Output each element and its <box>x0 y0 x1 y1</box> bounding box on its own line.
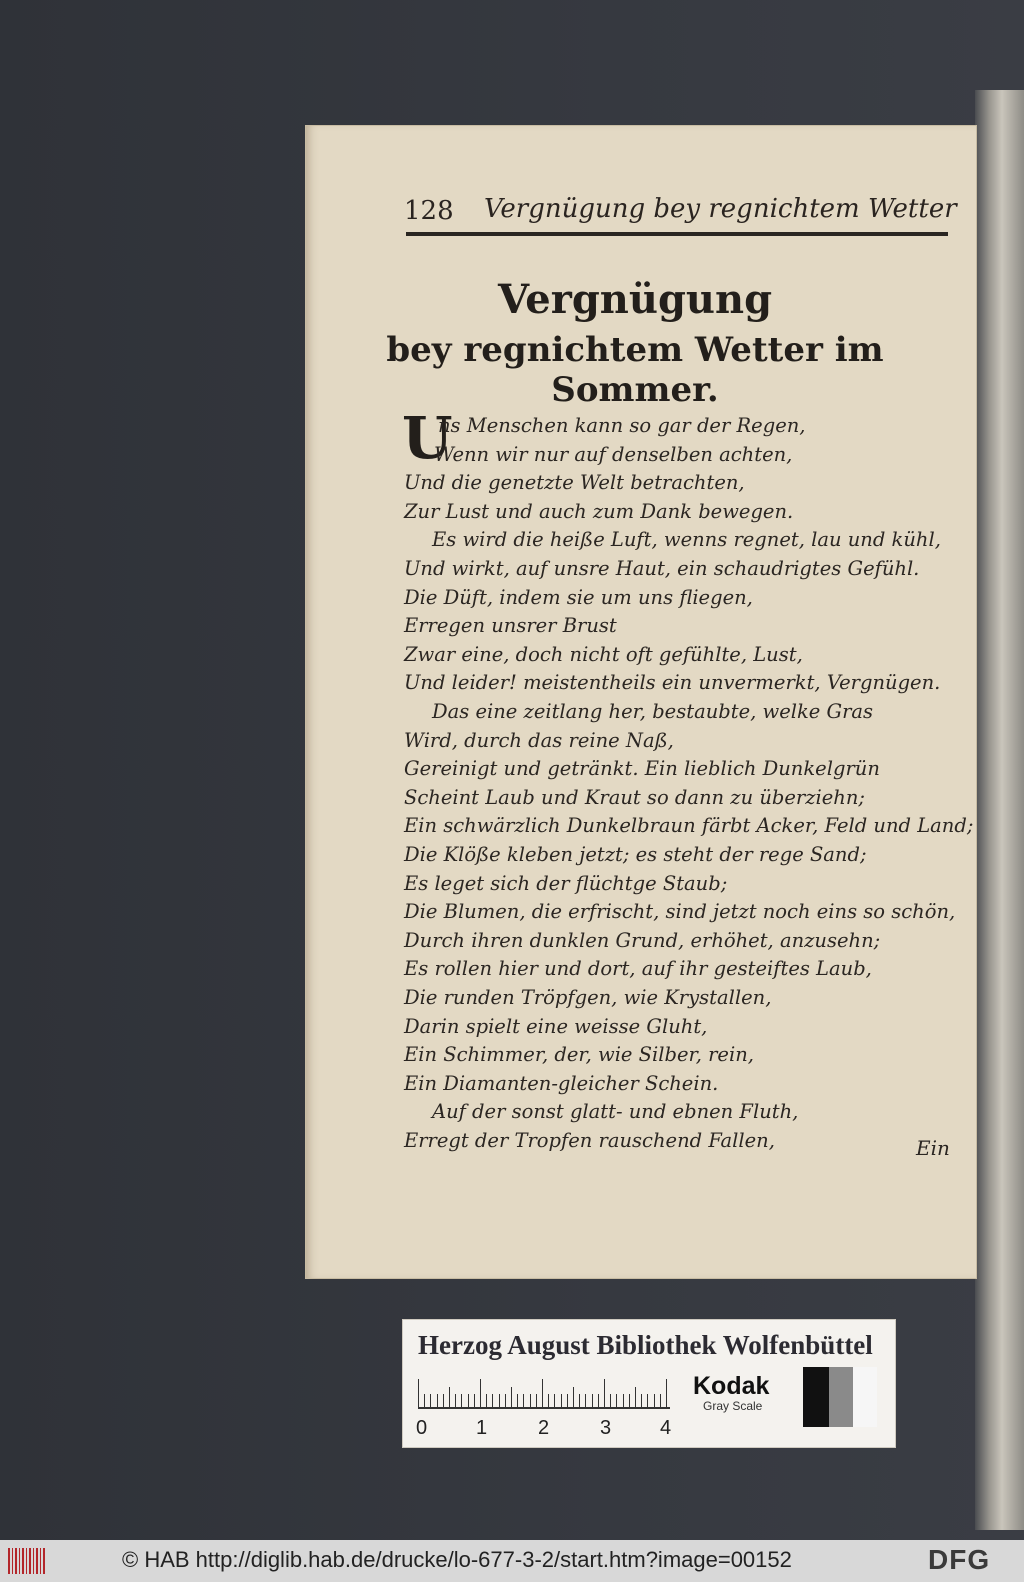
ruler-tick <box>629 1394 630 1407</box>
ruler-tick <box>499 1394 500 1407</box>
ruler-tick <box>660 1394 661 1407</box>
ruler-tick <box>654 1394 655 1407</box>
poem-line: Erregen unsrer Brust <box>404 614 617 638</box>
ruler-tick <box>443 1394 444 1407</box>
ruler-tick <box>641 1394 642 1407</box>
poem-line: Und leider! meistentheils ein unvermerkt, Vergnügen. <box>404 671 941 695</box>
ruler-tick <box>474 1394 475 1407</box>
dfg-logo: DFG <box>928 1544 991 1575</box>
ruler-tick <box>554 1394 555 1407</box>
poem-line: Das eine zeitlang her, bestaubte, welke Gras <box>432 700 874 723</box>
poem-line: Und die genetzte Welt betrachten, <box>404 471 745 495</box>
ruler-number: 4 <box>660 1417 672 1439</box>
ruler-tick <box>480 1379 481 1407</box>
catchword: Ein <box>916 1136 950 1160</box>
page-number: 128 <box>404 196 454 226</box>
poem-line: Auf der sonst glatt- und ebnen Fluth, <box>432 1100 799 1124</box>
ruler-tick <box>492 1394 493 1407</box>
gray-swatch-white <box>853 1367 877 1427</box>
poem-line: Es rollen hier und dort, auf ihr gesteiftes Laub, <box>404 957 872 981</box>
poem-line: Und wirkt, auf unsre Haut, ein schaudrigtes Gefühl. <box>404 557 920 580</box>
ruler-tick <box>616 1394 617 1407</box>
poem-line: Wenn wir nur auf denselben achten, <box>434 442 793 466</box>
scale-ruler <box>418 1377 670 1409</box>
ruler-tick <box>592 1394 593 1407</box>
ruler-tick <box>511 1387 512 1407</box>
gray-scale-label: Gray Scale <box>703 1399 763 1413</box>
poem-line: Die Düft, indem sie um uns fliegen, <box>404 585 753 609</box>
poem-line: Zwar eine, doch nicht oft gefühlte, Lust, <box>404 642 803 666</box>
ruler-tick <box>604 1379 605 1407</box>
ruler-tick <box>461 1394 462 1407</box>
book-edge <box>975 90 1024 1530</box>
poem-line: Darin spielt eine weisse Gluht, <box>404 1014 708 1038</box>
ruler-tick <box>598 1394 599 1407</box>
ruler-tick <box>517 1394 518 1407</box>
header-rule <box>406 232 948 236</box>
poem-line: Die runden Tröpfgen, wie Krystallen, <box>404 986 772 1009</box>
ruler-tick <box>548 1394 549 1407</box>
ruler-number: 0 <box>416 1417 428 1439</box>
ruler-tick <box>623 1394 624 1407</box>
ruler-tick <box>486 1394 487 1407</box>
ruler-tick <box>579 1394 580 1407</box>
gray-swatch-black <box>803 1367 829 1427</box>
poem-line: Ein Schimmer, der, wie Silber, rein, <box>404 1043 754 1067</box>
ruler-tick <box>585 1394 586 1407</box>
ruler-number: 3 <box>600 1417 612 1439</box>
poem-line: Erregt der Tropfen rauschend Fallen, <box>404 1129 775 1152</box>
ruler-tick <box>567 1394 568 1407</box>
ruler-tick <box>573 1387 574 1407</box>
poem-title: Vergnügung <box>497 276 773 323</box>
poem-line: Es leget sich der flüchtge Staub; <box>404 871 728 895</box>
ruler-tick <box>418 1379 419 1407</box>
ruler-tick <box>455 1394 456 1407</box>
poem-line: Die Klöße kleben jetzt; es steht der rege Sand; <box>404 843 867 866</box>
ruler-tick <box>523 1394 524 1407</box>
ruler-tick <box>530 1394 531 1407</box>
poem-line: Scheint Laub und Kraut so dann zu überziehn; <box>404 785 865 809</box>
ruler-tick <box>424 1394 425 1407</box>
ruler-tick <box>437 1394 438 1407</box>
poem-line: ns Menschen kann so gar der Regen, <box>438 414 806 437</box>
library-name: Herzog August Bibliothek Wolfenbüttel <box>418 1330 873 1360</box>
ruler-tick <box>468 1394 469 1407</box>
running-head: Vergnügung bey regnichtem Wetter <box>484 194 957 224</box>
poem-line: Durch ihren dunklen Grund, erhöhet, anzusehn; <box>404 928 881 952</box>
poem-line: Zur Lust und auch zum Dank bewegen. <box>404 499 794 523</box>
ruler-number: 2 <box>538 1417 550 1439</box>
drop-initial: U <box>402 404 453 472</box>
poem-line: Die Blumen, die erfrischt, sind jetzt noch eins so schön, <box>404 900 956 924</box>
ruler-tick <box>610 1394 611 1407</box>
credit-url[interactable]: © HAB http://diglib.hab.de/drucke/lo-677-3-2/start.htm?image=00152 <box>122 1547 792 1572</box>
poem-line: Gereinigt und getränkt. Ein lieblich Dunkelgrün <box>404 757 880 781</box>
poem-line: Ein schwärzlich Dunkelbraun färbt Acker, Feld und Land; <box>404 814 974 838</box>
poem-line: Es wird die heiße Luft, wenns regnet, lau und kühl, <box>432 528 941 552</box>
ruler-tick <box>536 1394 537 1407</box>
gray-swatch-mid <box>829 1367 853 1427</box>
ruler-number: 1 <box>476 1417 488 1439</box>
ruler-tick <box>430 1394 431 1407</box>
ruler-tick <box>542 1379 543 1407</box>
ruler-tick <box>449 1387 450 1407</box>
ruler-tick <box>561 1394 562 1407</box>
barcode-icon <box>8 1548 46 1574</box>
ruler-tick <box>635 1387 636 1407</box>
kodak-logo: Kodak <box>693 1372 770 1400</box>
poem-subtitle: bey regnichtem Wetter im Sommer. <box>386 330 884 410</box>
poem-line: Wird, durch das reine Naß, <box>404 728 674 752</box>
ruler-tick <box>505 1394 506 1407</box>
poem-line: Ein Diamanten-gleicher Schein. <box>404 1071 719 1095</box>
ruler-tick <box>666 1379 667 1407</box>
ruler-tick <box>647 1394 648 1407</box>
